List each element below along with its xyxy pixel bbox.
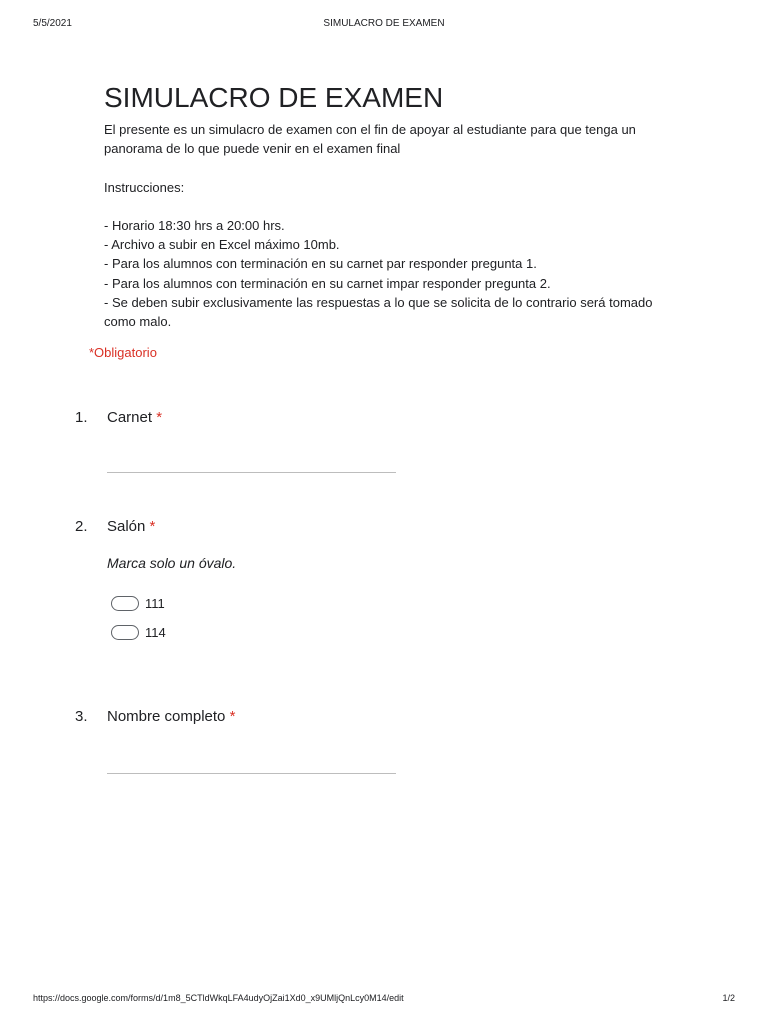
required-asterisk: * (229, 708, 236, 725)
required-asterisk: * (156, 409, 163, 426)
print-header (0, 18, 768, 32)
carnet-answer-field[interactable] (107, 472, 396, 473)
radio-option-label: 114 (145, 624, 166, 640)
instruction-item: - Archivo a subir en Excel máximo 10mb. (104, 237, 340, 253)
form-title: SIMULACRO DE EXAMEN (104, 82, 444, 113)
question-title (107, 409, 162, 426)
radio-oval[interactable] (111, 596, 139, 611)
instructions-heading: Instrucciones: (104, 179, 185, 195)
form-description (104, 120, 674, 331)
radio-oval[interactable] (111, 625, 139, 640)
print-header-title: SIMULACRO DE EXAMEN (323, 18, 445, 29)
radio-option-111[interactable] (111, 594, 165, 612)
question-number: 3. (75, 708, 88, 725)
page-number: 1/2 (722, 993, 735, 1003)
instruction-item: - Se deben subir exclusivamente las respuestas a lo que se solicita de lo contrario será tomado como malo. (104, 294, 653, 329)
nombre-completo-answer-field[interactable] (107, 773, 396, 774)
print-footer (0, 993, 768, 1007)
required-asterisk: * (149, 518, 156, 535)
description-spacer (104, 158, 674, 177)
print-date: 5/5/2021 (33, 18, 72, 29)
question-number: 2. (75, 518, 88, 535)
description-spacer (104, 197, 674, 216)
instruction-item: - Para los alumnos con terminación en su carnet impar responder pregunta 2. (104, 275, 551, 291)
question-title (107, 518, 155, 535)
radio-option-label: 111 (145, 595, 165, 611)
instruction-item: - Para los alumnos con terminación en su carnet par responder pregunta 1. (104, 256, 537, 272)
radio-option-114[interactable] (111, 623, 166, 641)
required-note: *Obligatorio (89, 345, 157, 360)
print-url: https://docs.google.com/forms/d/1m8_5CTldWkqLFA4udyOjZai1Xd0_x9UMljQnLcy0M14/edit (33, 993, 404, 1003)
question-title-text: Nombre completo (107, 708, 226, 725)
question-number: 1. (75, 409, 88, 426)
question-title-text: Carnet (107, 409, 153, 426)
question-hint: Marca solo un óvalo. (107, 555, 237, 571)
question-title (107, 708, 235, 725)
question-title-text: Salón (107, 518, 146, 535)
description-intro: El presente es un simulacro de examen con el fin de apoyar al estudiante para que tenga un panorama de lo que puede venir en el examen final (104, 122, 636, 157)
instruction-item: - Horario 18:30 hrs a 20:00 hrs. (104, 217, 285, 233)
